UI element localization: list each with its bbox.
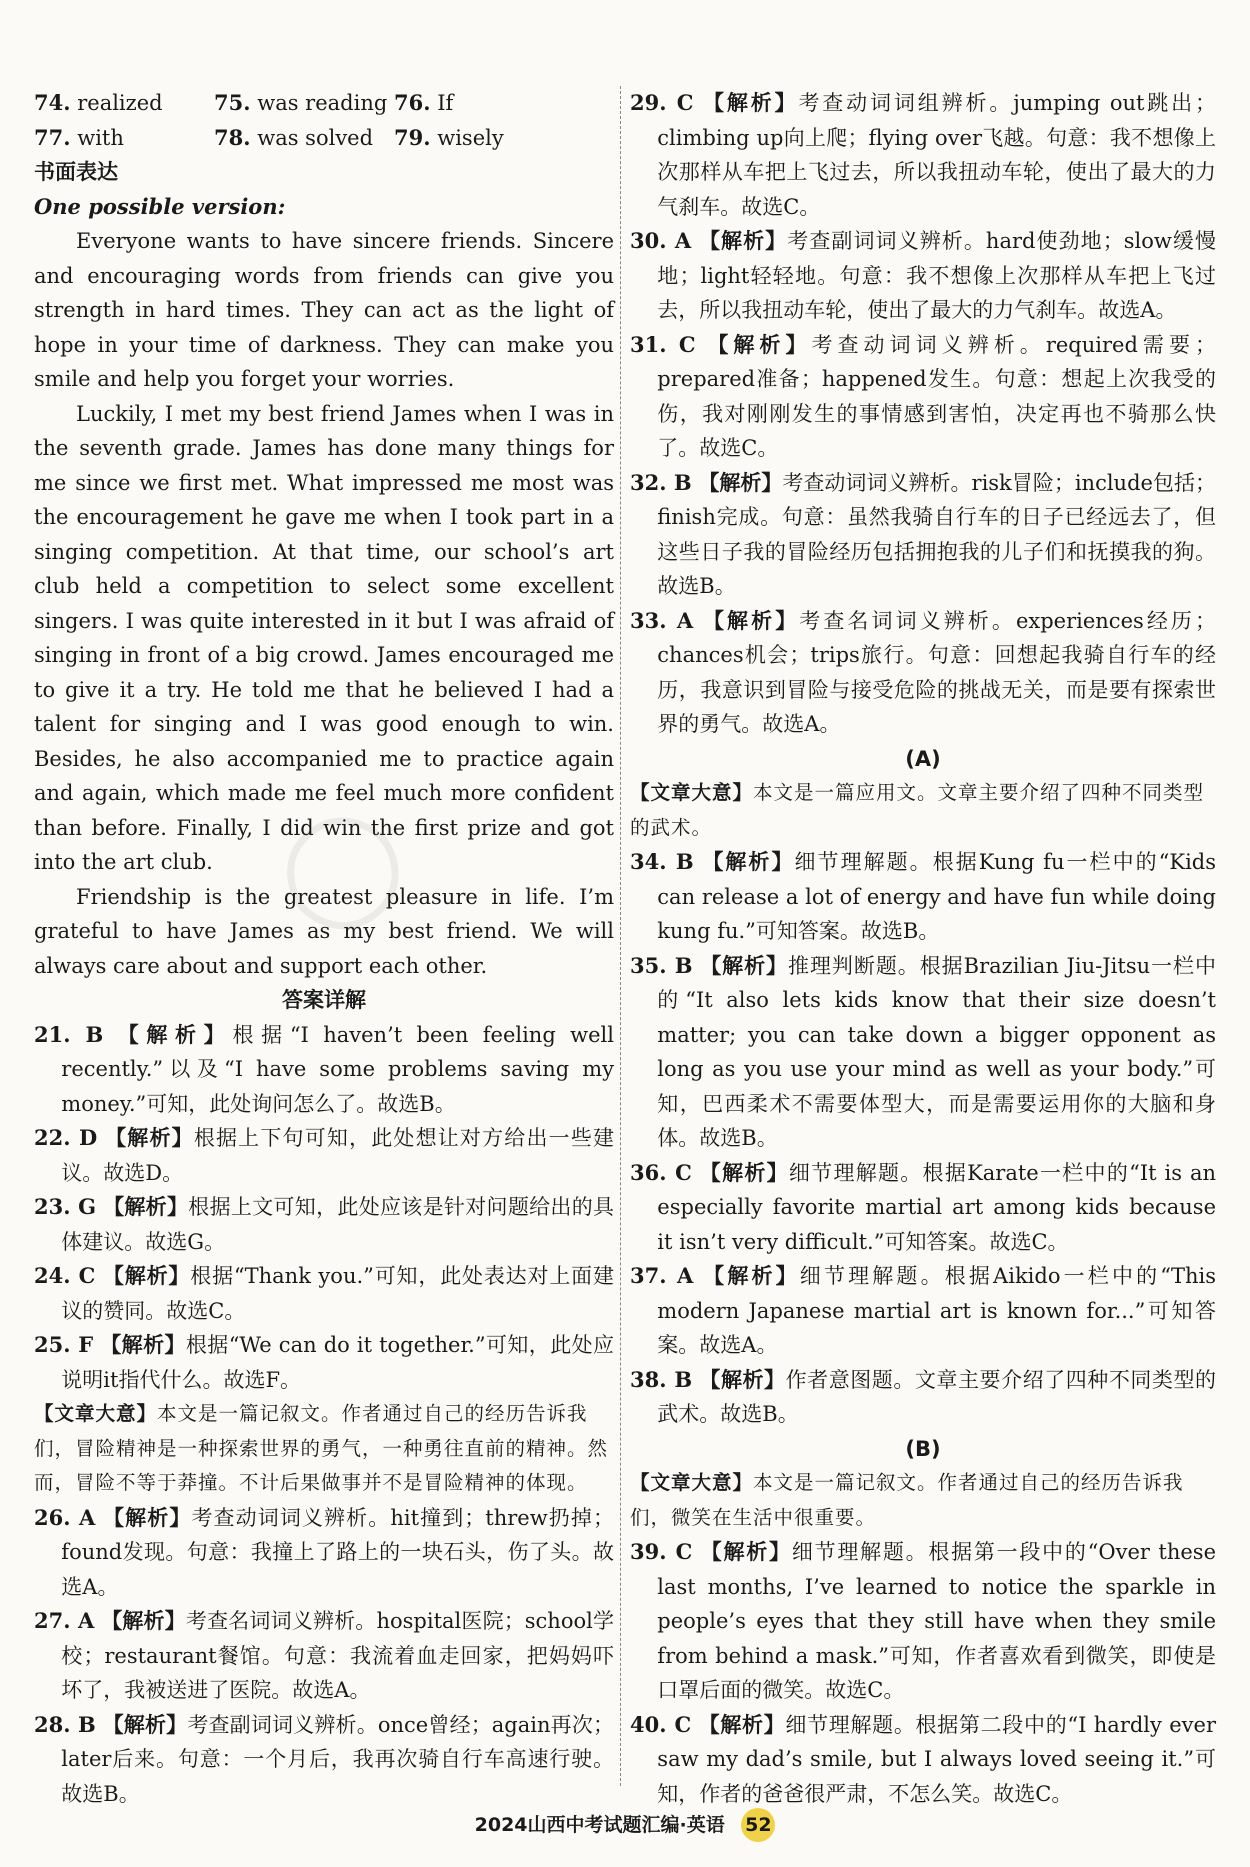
answer-item: 40. C 【解析】细节理解题。根据第二段中的“I hardly ever saw my dad’s smile, but I always loved seeing it.”可知，作者的爸爸很严肃，不怎么笑。故选C。 <box>630 1711 1217 1806</box>
answer-item: 32. B 【解析】考查动词词义辨析。risk冒险；include包括；finish完成。句意：虽然我骑自行车的日子已经远去了，但这些日子我的冒险经历包括拥抱我的儿子们和抚摸我的狗。故选B。 <box>630 469 1216 598</box>
blank-item: 79. wisely <box>394 124 504 150</box>
essay-paragraph: Everyone wants to have sincere friends. Sincere and encouraging words from friends can give you strength in hard times. They can act as the light of hope in your time of darkness. They can make you smile and help you forget your worries. <box>34 229 614 391</box>
writing-version: One possible version: <box>34 193 286 219</box>
blank-answers <box>34 86 614 155</box>
essay-paragraph: Friendship is the greatest pleasure in life. I’m grateful to have James as my best friend. We will always care about and support each other. <box>34 884 614 978</box>
answer-item: 26. A 【解析】考查动词词义辨析。hit撞到；threw扔掉；found发现。句意：我撞上了路上的一块石头，伤了头。故选A。 <box>34 1504 615 1599</box>
answer-item: 28. B 【解析】考查副词词义辨析。once曾经；again再次；later后来。句意：一个月后，我再次骑自行车高速行驶。故选B。 <box>34 1711 614 1806</box>
answer-item: 21. B 【解析】根据“I haven’t been feeling well recently.”以及“I have some problems saving my money.”可知，此处询问怎么了。故选B。 <box>34 1021 614 1116</box>
page-footer <box>0 1808 1250 1842</box>
answer-item: 35. B 【解析】推理判断题。根据Brazilian Jiu-Jitsu一栏中的“It also lets kids know that their size doesn’t matter; you can take down a bigger opponent as long as you use your mind as well as your body.”可知，巴西柔术不需要体型大，而是需要运用你的大脑和身体。故选B。 <box>630 952 1216 1150</box>
answer-item: 37. A 【解析】细节理解题。根据Aikido一栏中的“This modern Japanese martial art is known for...”可知答案。故选A。 <box>630 1263 1217 1357</box>
answer-item: 31. C 【解析】考查动词词义辨析。required需要；prepared准备；happened发生。句意：想起上次我受的伤，我对刚刚发生的事情感到害怕，决定再也不骑那么快了。故选C。 <box>630 331 1217 460</box>
answer-item: 29. C 【解析】考查动词词组辨析。jumping out跳出；climbing up向上爬；flying over飞越。句意：我不想像上次那样从车把上飞过去，所以我扭动车轮，使出了最大的力气刹车。故选C。 <box>630 90 1217 219</box>
blank-item: 78. was solved <box>214 124 374 150</box>
section-a-title: (A) <box>905 746 941 771</box>
article-summary: 【文章大意】本文是一篇应用文。文章主要介绍了四种不同类型的武术。 <box>630 781 1205 839</box>
section-b-title: (B) <box>905 1436 941 1461</box>
blank-item: 77. with <box>34 124 124 150</box>
answer-item: 23. G 【解析】根据上文可知，此处应该是针对问题给出的具体建议。故选G。 <box>34 1194 615 1254</box>
answer-item: 22. D 【解析】根据上下句可知，此处想让对方给出一些建议。故选D。 <box>34 1125 614 1185</box>
blank-item: 74. realized <box>34 90 163 115</box>
essay <box>34 224 614 983</box>
essay-paragraph: Luckily, I met my best friend James when I was in the seventh grade. James has done many things for me since we first met. What impressed me most was the encouragement he gave me when I took part in a singing competition. At that time, our school’s art club held a competition to select some excellent singers. I was quite interested in it but I was afraid of singing in front of a big crowd. James encouraged me to give it a try. He told me that he believed I had a talent for singing and I was good enough to win. Besides, he also accompanied me to practice again and again, which made me feel much more confident than before. Finally, I did win the first prize and got into the art club. <box>34 401 614 874</box>
watermark-top: ◯ <box>271 792 412 936</box>
column-divider <box>620 86 622 1786</box>
blank-item: 76. If <box>394 90 454 115</box>
answer-item: 30. A 【解析】考查副词词义辨析。hard使劲地；slow缓慢地；light轻轻地。句意：我不想像上次那样从车把上飞过去，所以我扭动车轮，使出了最大的力气刹车。故选A。 <box>630 228 1216 322</box>
article-summary: 【文章大意】本文是一篇记叙文。作者通过自己的经历告诉我们，冒险精神是一种探索世界的勇气，一种勇往直前的精神。然而，冒险不等于莽撞。不计后果做事并不是冒险精神的体现。 <box>34 1402 609 1494</box>
blank-item: 75. was reading <box>214 90 388 115</box>
answer-item: 33. A 【解析】考查名词词义辨析。experiences经历；chances机会；trips旅行。句意：回想起我骑自行车的经历，我意识到冒险与接受危险的挑战无关，而是要有探索世界的勇气。故选A。 <box>630 607 1216 736</box>
answer-item: 34. B 【解析】细节理解题。根据Kung fu一栏中的“Kids can release a lot of energy and have fun while doing kung fu.”可知答案。故选B。 <box>630 849 1217 943</box>
answer-item: 24. C 【解析】根据“Thank you.”可知，此处表达对上面建议的赞同。故选C。 <box>34 1263 615 1323</box>
answer-item: 38. B 【解析】作者意图题。文章主要介绍了四种不同类型的武术。故选B。 <box>630 1366 1217 1426</box>
writing-title: 书面表达 <box>34 160 118 184</box>
answer-item: 25. F 【解析】根据“We can do it together.”可知，此处应说明it指代什么。故选F。 <box>34 1332 615 1392</box>
page-number: 52 <box>741 1808 775 1842</box>
article-summary: 【文章大意】本文是一篇记叙文。作者通过自己的经历告诉我们，微笑在生活中很重要。 <box>630 1471 1184 1529</box>
answer-item: 36. C 【解析】细节理解题。根据Karate一栏中的“It is an especially favorite martial art among kids because it isn’t very difficult.”可知答案。故选C。 <box>630 1159 1217 1254</box>
answer-item: 39. C 【解析】细节理解题。根据第一段中的“Over these last months, I’ve learned to notice the sparkle in people’s eyes that they still have when they smile from behind a mask.”可知，作者喜欢看到微笑，即使是口罩后面的微笑。故选C。 <box>630 1539 1216 1702</box>
footer-title: 2024山西中考试题汇编·英语 <box>474 1814 725 1836</box>
details-title: 答案详解 <box>282 988 366 1012</box>
answer-item: 27. A 【解析】考查名词词义辨析。hospital医院；school学校；restaurant餐馆。句意：我流着血走回家，把妈妈吓坏了，我被送进了医院。故选A。 <box>34 1608 615 1702</box>
left-column <box>34 86 614 1811</box>
right-column <box>630 86 1216 1811</box>
